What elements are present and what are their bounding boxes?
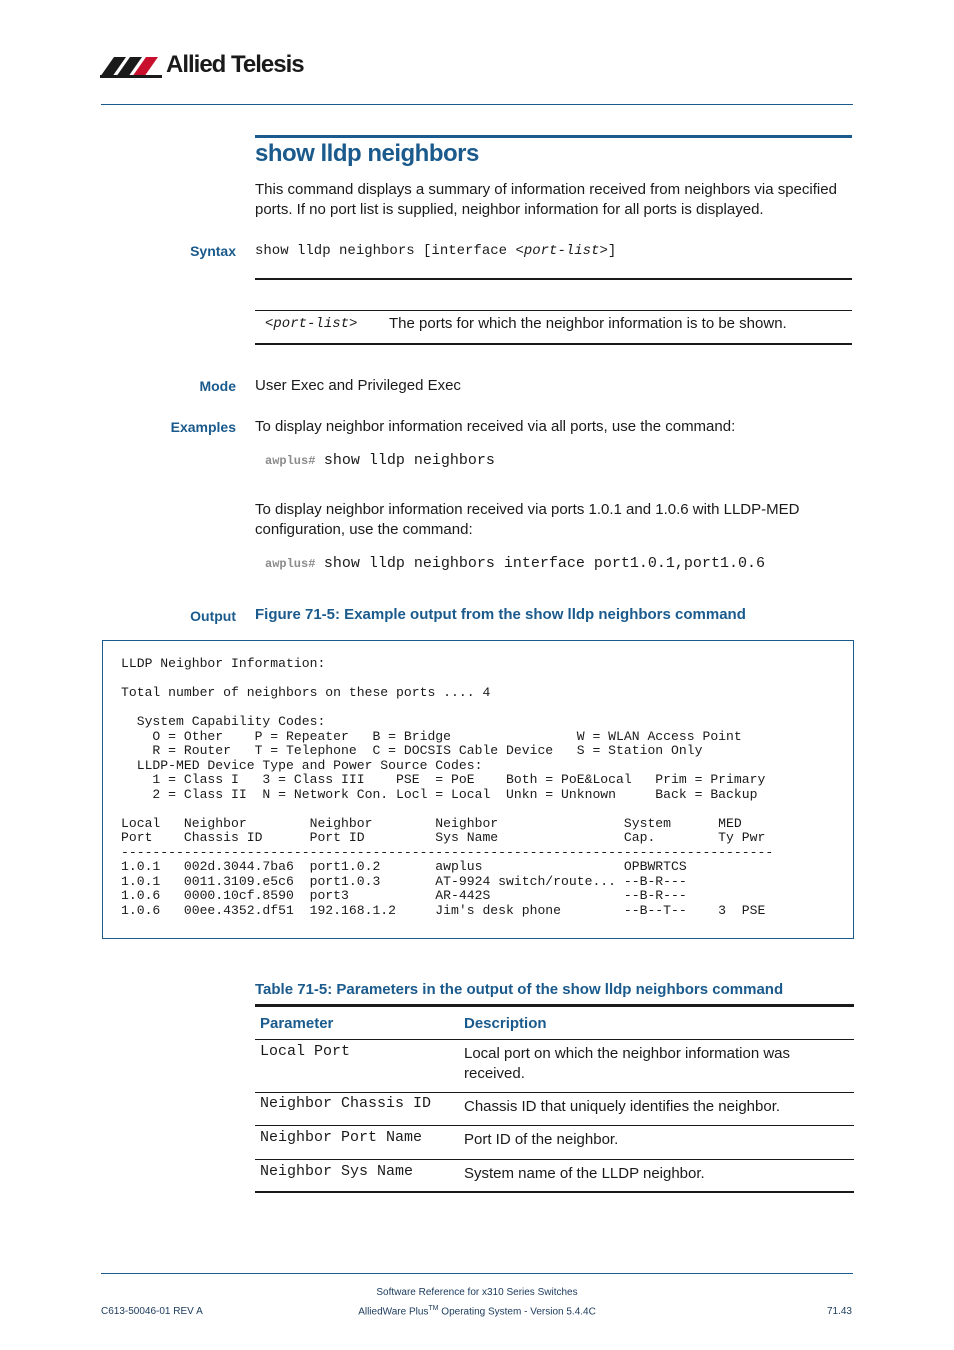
param-close: > <box>349 316 358 332</box>
table-row-3-desc: Port ID of the neighbor. <box>464 1131 619 1148</box>
output-box <box>102 640 854 939</box>
param-open: < <box>265 316 274 332</box>
syntax-cmd-param: port-list <box>523 243 600 259</box>
table-top-rule <box>255 1004 854 1007</box>
command-2: show lldp neighbors interface port1.0.1,port1.0.6 <box>323 555 765 572</box>
param-name-text: port-list <box>273 316 350 332</box>
footer-page-number: 71.43 <box>826 1306 852 1317</box>
logo <box>100 50 304 82</box>
table-caption: Table 71-5: Parameters in the output of the show lldp neighbors command <box>255 981 784 998</box>
title-rule <box>255 135 852 138</box>
example-command-2 <box>265 554 765 572</box>
footer-line-2 <box>0 1305 954 1317</box>
header-rule <box>101 104 853 105</box>
mode-label: Mode <box>199 378 236 394</box>
footer-doc-id: C613-50046-01 REV A <box>101 1306 203 1317</box>
footer-product: AlliedWare Plus <box>358 1306 429 1318</box>
table-row-2-desc: Chassis ID that uniquely identifies the neighbor. <box>464 1098 781 1115</box>
footer-version: Operating System - Version 5.4.4C <box>438 1306 596 1318</box>
table-row-rule-1 <box>255 1092 854 1093</box>
syntax-cmd-suffix: >] <box>599 243 617 259</box>
figure-caption: Figure 71-5: Example output from the show lldp neighbors command <box>255 606 746 623</box>
footer-line-1: Software Reference for x310 Series Switches <box>376 1287 578 1298</box>
example-command-1 <box>265 451 495 469</box>
param-table-top-rule <box>255 310 852 311</box>
syntax-label: Syntax <box>190 243 236 259</box>
footer-tm: TM <box>428 1305 439 1312</box>
output-text: LLDP Neighbor Information: Total number of neighbors on these ports .... 4 System Capability Codes: O = Other P = Repeater B = Bridge W = WLAN Access Point R = Router T = Telephone C = DOCSIS Cable Device S = Station Only LLDP-MED Device Type and Power Source Codes: 1 = Class I 3 = Class III PSE = PoE Both = PoE&Local Prim = Primary 2 = Class II N = Network Con. Locl = Local Unkn = Unknown Back = Backup Local Neighbor Neighbor Neighbor System MED Port Chassis ID Port ID Sys Name Cap. Ty Pwr ----------------------------------------------------------------------------------- 1.0.1 002d.3044.7ba6 port1.0.2 awplus OPBWRTCS 1.0.1 0011.3109.e5c6 port1.0.3 AT-9924 switch/route... --B-R--- 1.0.6 0000.10cf.8590 port3 AR-442S --B-R--- 1.0.6 00ee.4352.df51 192.168.1.2 Jim's desk phone --B--T-- 3 PSE <box>121 656 774 918</box>
examples-text-2: To display neighbor information received via ports 1.0.1 and 1.0.6 with LLDP-MED configuration, use the command: <box>255 501 800 538</box>
examples-text-1: To display neighbor information received via all ports, use the command: <box>255 418 736 435</box>
table-row-1-param: Local Port <box>260 1043 351 1060</box>
footer-rule <box>101 1273 853 1274</box>
examples-label: Examples <box>170 419 236 435</box>
table-header-parameter: Parameter <box>260 1015 334 1032</box>
table-row-4-param: Neighbor Sys Name <box>260 1163 414 1180</box>
param-table-bottom-rule <box>255 343 852 345</box>
table-row-rule-3 <box>255 1159 854 1160</box>
mode-text: User Exec and Privileged Exec <box>255 377 461 394</box>
prompt-2: awplus# <box>265 557 316 571</box>
page-title: show lldp neighbors <box>255 140 479 167</box>
table-row-3-param: Neighbor Port Name <box>260 1129 423 1146</box>
param-description: The ports for which the neighbor information is to be shown. <box>389 315 787 332</box>
table-row-2-param: Neighbor Chassis ID <box>260 1095 432 1112</box>
command-1: show lldp neighbors <box>323 452 495 469</box>
param-name <box>265 316 357 332</box>
table-header-rule <box>255 1039 854 1040</box>
allied-telesis-logo-icon <box>100 53 164 79</box>
output-label: Output <box>190 608 236 624</box>
intro-text: This command displays a summary of information received from neighbors via specified ports. If no port list is supplied, neighbor information for all ports is displayed. <box>255 181 837 218</box>
table-bottom-rule <box>255 1191 854 1193</box>
prompt-1: awplus# <box>265 454 316 468</box>
logo-text: Allied Telesis <box>166 51 304 78</box>
syntax-command <box>255 243 616 259</box>
syntax-cmd-prefix: show lldp neighbors [interface < <box>255 243 524 259</box>
syntax-rule <box>255 278 852 280</box>
table-header-description: Description <box>464 1015 547 1032</box>
table-row-rule-2 <box>255 1125 854 1126</box>
table-row-4-desc: System name of the LLDP neighbor. <box>464 1165 705 1182</box>
table-row-1-desc: Local port on which the neighbor information was received. <box>464 1045 791 1082</box>
